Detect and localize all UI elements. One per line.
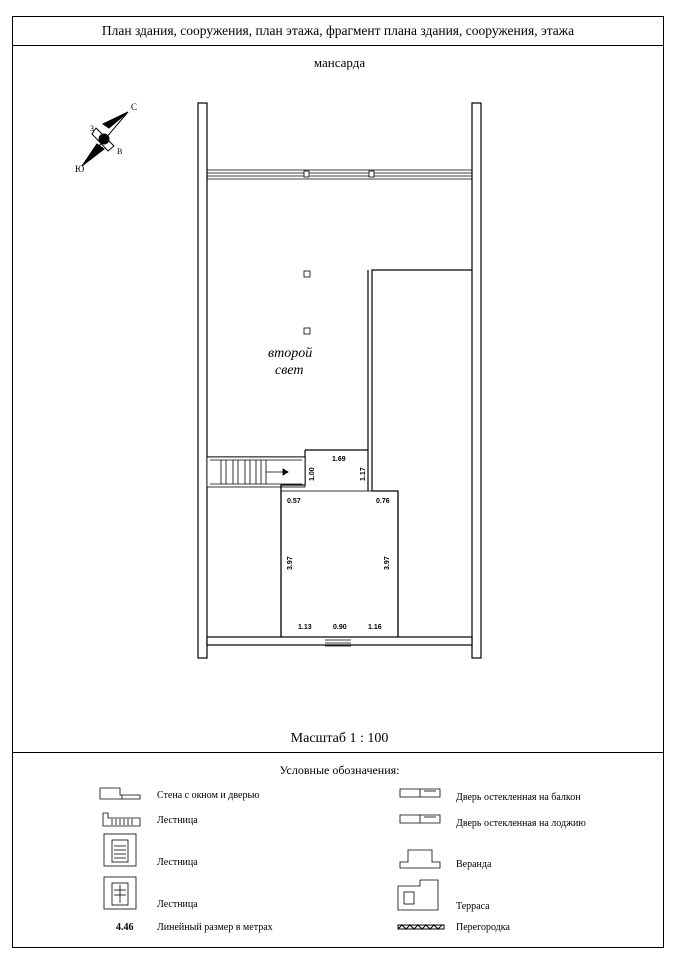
floor-name: мансарда — [313, 55, 366, 70]
legend-divider — [12, 752, 664, 753]
legend-dimension-label: Линейный размер в метрах — [157, 922, 273, 933]
partition-pattern — [398, 925, 444, 929]
compass-south: Ю — [75, 164, 85, 174]
legend-stair2-label: Лестница — [157, 857, 198, 868]
bottom-wall — [207, 637, 472, 646]
compass-west: З — [90, 124, 95, 133]
column — [304, 271, 310, 277]
staircase — [207, 457, 305, 487]
window-band — [207, 170, 472, 179]
legend-loggia-label: Дверь остекленная на лоджию — [456, 818, 586, 829]
legend-symbols — [100, 788, 440, 910]
dimension-label: 1.16 — [368, 624, 382, 631]
sheet-title: План здания, сооружения, план этажа, фрагмент плана здания, сооружения, этажа — [12, 16, 664, 46]
legend-balcony-label: Дверь остекленная на балкон — [456, 792, 581, 803]
legend-partition-label: Перегородка — [456, 922, 510, 933]
dimension-label: 0.57 — [287, 498, 301, 505]
compass-icon — [82, 112, 128, 166]
room-outline — [281, 485, 398, 637]
dimension-label: 0.90 — [333, 624, 347, 631]
room-label-line1: второй — [268, 346, 313, 361]
dimension-label: 1.00 — [309, 467, 316, 481]
legend-terrace-label: Терраса — [456, 901, 490, 912]
dimension-label: 0.76 — [376, 498, 390, 505]
legend-title: Условные обозначения: — [279, 763, 400, 777]
dimension-label: 3.97 — [384, 556, 391, 570]
compass-north: С — [131, 102, 138, 112]
legend-stair3-label: Лестница — [157, 899, 198, 910]
exterior-walls — [198, 103, 481, 658]
legend-stair1-label: Лестница — [157, 815, 198, 826]
dimension-label: 1.17 — [360, 467, 367, 481]
column — [304, 328, 310, 334]
legend-veranda-label: Веранда — [456, 859, 492, 870]
dimension-label: 3.97 — [287, 556, 294, 570]
scale-label: Масштаб 1 : 100 — [290, 731, 389, 746]
room-label-line2: свет — [275, 363, 304, 378]
legend-wall-label: Стена с окном и дверью — [157, 790, 260, 801]
dimension-label: 1.13 — [298, 624, 312, 631]
legend-dimension-sample: 4.46 — [116, 922, 134, 933]
compass-east: В — [117, 147, 123, 156]
dimension-label: 1.69 — [332, 456, 346, 463]
